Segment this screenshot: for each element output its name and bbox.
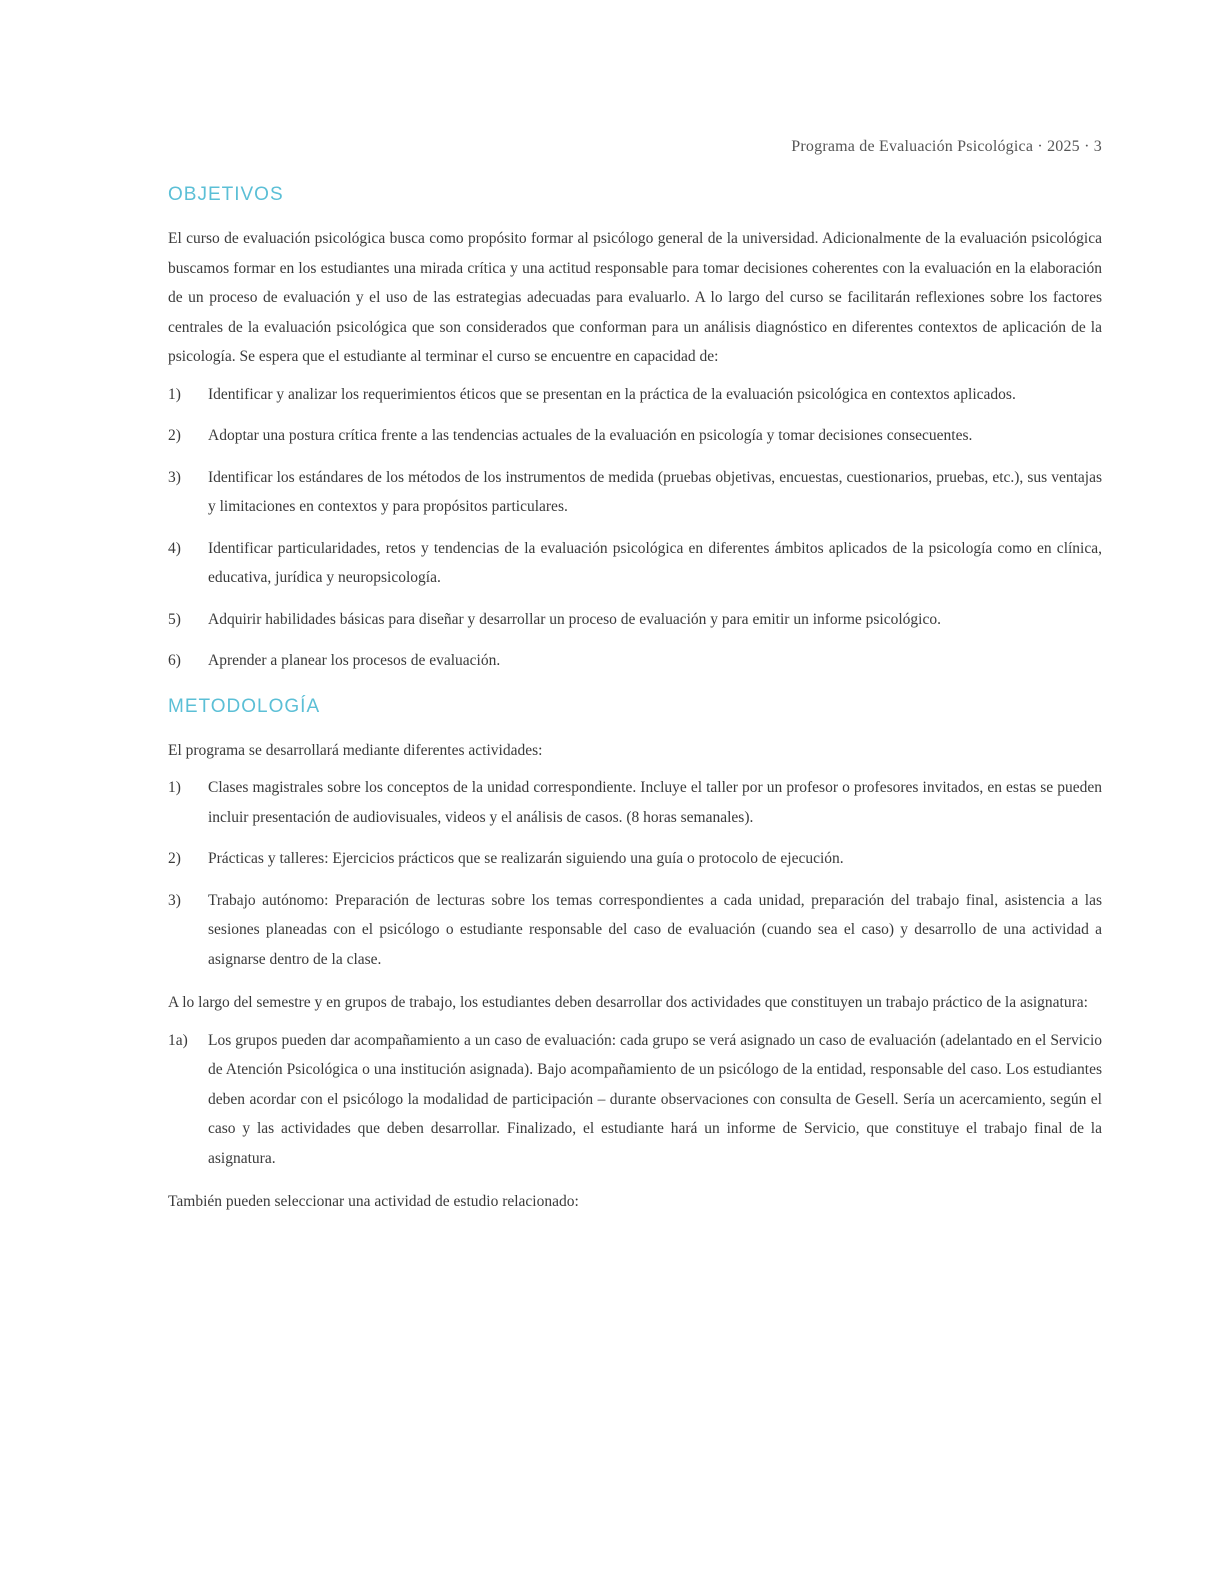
list-item (168, 421, 1102, 451)
list-text: Trabajo autónomo: Preparación de lecturas sobre los temas correspondientes a cada unidad, preparación del trabajo final, asistencia a las sesiones planeadas con el psicólogo o estudiante responsable del caso de evaluación (cuando sea el caso) y desarrollo de una actividad a asignarse dentro de la clase. (208, 891, 1102, 968)
list-number: 6) (168, 652, 181, 669)
list-item (168, 534, 1102, 593)
list-number: 2) (168, 850, 181, 867)
list-number: 3) (168, 468, 181, 486)
list-text: Identificar y analizar los requerimientos éticos que se presentan en la práctica de la evaluación psicológica en contextos aplicados. (208, 385, 1016, 403)
running-head: Programa de Evaluación Psicológica · 2025 · 3 (791, 138, 1102, 155)
list-text: Identificar los estándares de los métodos de los instrumentos de medida (pruebas objetivas, encuestas, cuestionarios, pruebas, etc.), sus ventajas y limitaciones en contextos y para propósitos particulares. (208, 468, 1102, 515)
list-text: Adquirir habilidades básicas para diseñar y desarrollar un proceso de evaluación y para emitir un informe psicológico. (208, 610, 941, 628)
document-page (168, 138, 1102, 1225)
list-item (168, 773, 1102, 832)
section-title-metodologia: METODOLOGÍA (168, 695, 321, 717)
list-text: Los grupos pueden dar acompañamiento a un caso de evaluación: cada grupo se verá asignado un caso de evaluación (adelantado en el Servicio de Atención Psicológica o una institución asignada). Bajo acompañamiento de un psicólogo de la entidad, responsable del caso. Los estudiantes deben acordar con el psicólogo la modalidad de participación – durante observaciones con consulta de Gesell. Sería un acercamiento, según el caso y las actividades que deben desarrollar. Finalizado, el estudiante hará un informe de Servicio, que constituye el trabajo final de la asignatura. (208, 1031, 1102, 1167)
list-text: Aprender a planear los procesos de evaluación. (208, 652, 501, 669)
metodologia-middle: A lo largo del semestre y en grupos de trabajo, los estudiantes deben desarrollar dos actividades que constituyen un trabajo práctico de la asignatura: (168, 994, 1088, 1011)
metodologia-closing: También pueden seleccionar una actividad de estudio relacionado: (168, 1193, 579, 1210)
metodologia-activities-list (168, 1026, 1102, 1174)
list-text: Prácticas y talleres: Ejercicios prácticos que se realizarán siguiendo una guía o protocolo de ejecución. (208, 850, 844, 867)
list-item (168, 380, 1102, 410)
list-number: 5) (168, 610, 181, 628)
list-text: Adoptar una postura crítica frente a las tendencias actuales de la evaluación en psicología y tomar decisiones consecuentes. (208, 427, 973, 444)
list-number: 2) (168, 427, 181, 444)
list-item (168, 463, 1102, 522)
section-title-objetivos: OBJETIVOS (168, 184, 284, 205)
list-number: 3) (168, 891, 181, 909)
list-item (168, 1026, 1102, 1174)
objetivos-list (168, 380, 1102, 676)
list-number: 4) (168, 539, 181, 557)
list-item (168, 844, 1102, 874)
objetivos-intro: El curso de evaluación psicológica busca como propósito formar al psicólogo general de la universidad. Adicionalmente de la evaluación psicológica buscamos formar en los estudiantes una mirada crítica y una actitud responsable para tomar decisiones coherentes con la evaluación en la elaboración de un proceso de evaluación y el uso de las estrategias adecuadas para evaluarlo. A lo largo del curso se facilitarán reflexiones sobre los factores centrales de la evaluación psicológica que son considerados que conforman para un análisis diagnóstico en diferentes contextos de aplicación de la psicología. Se espera que el estudiante al terminar el curso se encuentre en capacidad de: (168, 230, 1102, 365)
metodologia-intro: El programa se desarrollará mediante diferentes actividades: (168, 741, 543, 759)
list-number: 1a) (168, 1031, 188, 1049)
list-number: 1) (168, 779, 181, 796)
list-item (168, 605, 1102, 635)
list-item (168, 886, 1102, 975)
list-text: Identificar particularidades, retos y tendencias de la evaluación psicológica en diferentes ámbitos aplicados de la psicología como en clínica, educativa, jurídica y neuropsicología. (208, 539, 1102, 586)
list-text: Clases magistrales sobre los conceptos de la unidad correspondiente. Incluye el taller por un profesor o profesores invitados, en estas se pueden incluir presentación de audiovisuales, videos y el análisis de casos. (8 horas semanales). (208, 779, 1102, 826)
list-item (168, 646, 1102, 676)
metodologia-list (168, 773, 1102, 974)
list-number: 1) (168, 385, 181, 403)
